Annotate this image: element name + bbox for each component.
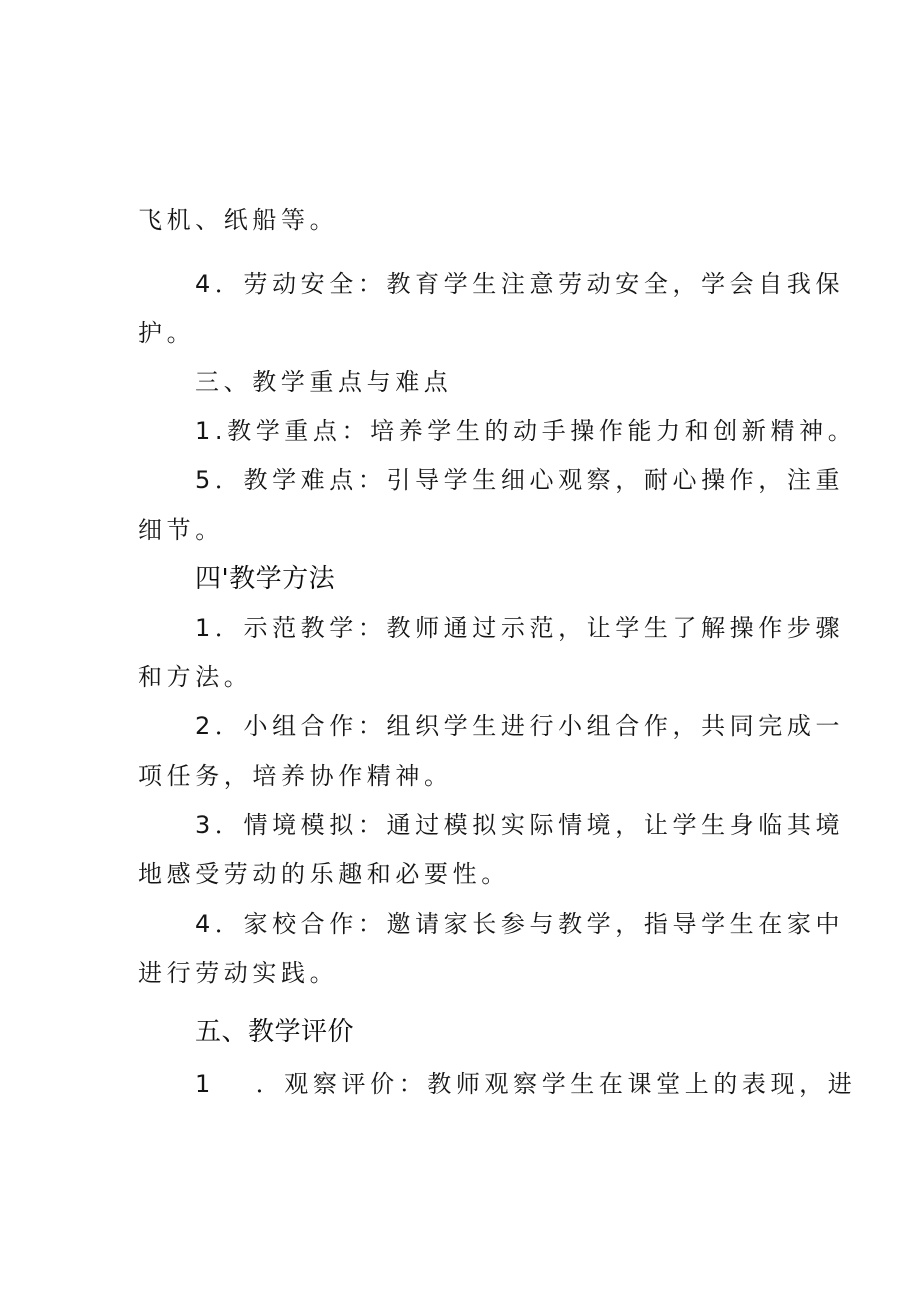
text-line: 地感受劳动的乐趣和必要性。 <box>138 860 510 888</box>
section-title-key-points: 三、教学重点与难点 <box>195 368 453 396</box>
text-line: 飞机、纸船等。 <box>138 206 339 234</box>
text-line: 护。 <box>138 319 196 347</box>
text-line: 项任务，培养协作精神。 <box>138 762 453 790</box>
text-line: 和方法。 <box>138 663 253 691</box>
text-line: 1 ．观察评价：教师观察学生在课堂上的表现，进 <box>195 1070 857 1098</box>
text-line: 4．家校合作：邀请家长参与教学，指导学生在家中 <box>195 910 845 938</box>
section-heading-methods: 四'教学方法 <box>195 564 336 594</box>
text-line: 细节。 <box>138 516 224 544</box>
text-line: 进行劳动实践。 <box>138 959 339 987</box>
section-heading-evaluation: 五、教学评价 <box>195 1017 355 1047</box>
text-line: 4．劳动安全：教育学生注意劳动安全，学会自我保 <box>195 270 845 298</box>
text-line: 2．小组合作：组织学生进行小组合作，共同完成一 <box>195 712 845 740</box>
text-line: 5．教学难点：引导学生细心观察，耐心操作，注重 <box>195 466 845 494</box>
text-line: 3．情境模拟：通过模拟实际情境，让学生身临其境 <box>195 811 845 839</box>
text-line: 1．示范教学：教师通过示范，让学生了解操作步骤 <box>195 614 845 642</box>
text-line: 1.教学重点：培养学生的动手操作能力和创新精神。 <box>195 417 857 445</box>
